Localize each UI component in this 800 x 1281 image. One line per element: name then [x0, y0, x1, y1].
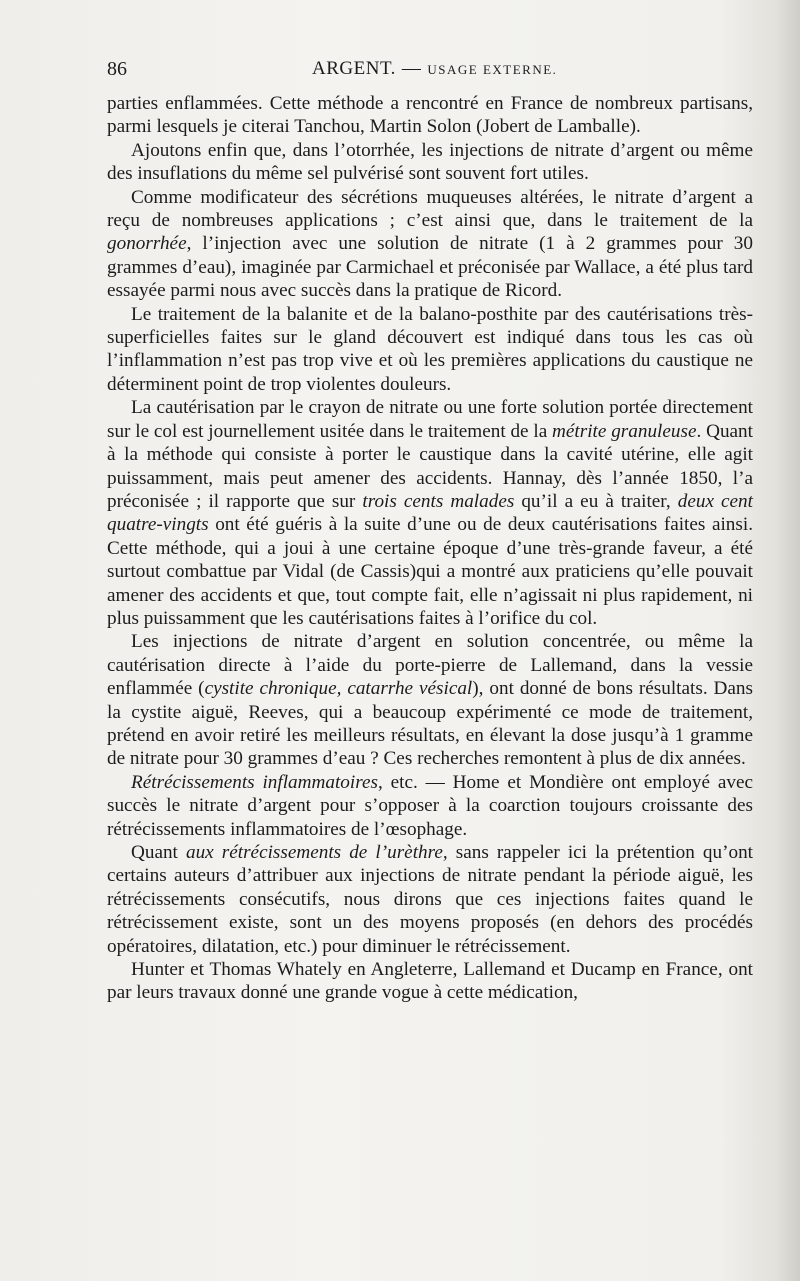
paragraph — [107, 396, 753, 630]
page-number: 86 — [107, 58, 127, 80]
text-run: parties enflammées. Cette méthode a rencontré en France de nombreux partisans, parmi lesquels je citerai Tanchou, Martin Solon (Jobert de Lamballe). — [107, 93, 753, 138]
italic-text: trois cents malades — [362, 490, 515, 512]
paragraph — [107, 771, 753, 841]
paragraph — [107, 92, 753, 139]
running-title — [312, 58, 557, 80]
running-title-sub: USAGE EXTERNE. — [427, 62, 558, 77]
text-run: , etc. — Home et Mondière ont employé avec succès le nitrate d’argent pour s’opposer à la coarction toujours croissante des rétrécissements inflammatoires de l’œsophage. — [107, 771, 753, 840]
italic-text: Rétrécissements inflammatoires — [131, 771, 378, 793]
text-run: Les injections de nitrate d’argent en solution concentrée, ou même la cautérisation directe à l’aide du porte-pierre de Lallemand, dans la vessie enflammée ( — [107, 631, 753, 700]
body-text — [107, 92, 753, 1005]
paragraph — [107, 630, 753, 770]
text-run: Hunter et Thomas Whately en Angleterre, Lallemand et Ducamp en France, ont par leurs travaux donné une grande vogue à cette médication, — [107, 959, 753, 1004]
text-run: Comme modificateur des sécrétions muqueuses altérées, le nitrate d’argent a reçu de nombreuses applications ; c’est ainsi que, dans le traitement de la — [107, 186, 753, 232]
italic-text: gonorrhée — [107, 233, 187, 255]
text-run: ont été guéris à la suite d’une ou de deux cautérisations faites ainsi. Cette méthode, qui a joui à une certaine époque d’une très-grande faveur, a été surtout combattue par Vidal (de Cassis)qui a montré aux praticiens qu’elle pouvait amener des accidents et que, tout compte fait, elle n’agissait ni plus rapidement, ni plus puissamment que les cautérisations faites à l’orifice du col. — [107, 514, 753, 629]
paragraph — [107, 841, 753, 958]
paragraph — [107, 958, 753, 1005]
text-run: Quant — [131, 842, 186, 863]
text-run: , l’injection avec une solution de nitrate (1 à 2 grammes pour 30 grammes d’eau), imaginée par Carmichael et préconisée par Wallace, a été plus tard essayée parmi nous avec succès dans la pratique de Ricord. — [107, 233, 753, 302]
text-run: . Quant à la méthode qui consiste à porter le caustique dans la cavité utérine, elle agit puissamment, mais peut amener des accidents. Hannay, dès l’année 1850, l’a préconisée ; il rapporte que sur — [107, 420, 753, 512]
text-run: qu’il a eu à traiter, — [514, 490, 678, 512]
text-run: , sans rappeler ici la prétention qu’ont certains auteurs d’attribuer aux injections de nitrate pendant la période aiguë, les rétrécissements consécutifs, nous dirons que ces injections faites quand le rétrécissement existe, sont un des moyens proposés (en dehors des procédés opératoires, dilatation, etc.) pour diminuer le rétrécissement. — [107, 842, 753, 957]
paragraph — [107, 186, 753, 303]
italic-text: métrite granuleuse — [552, 420, 697, 442]
text-run: Ajoutons enfin que, dans l’otorrhée, les injections de nitrate d’argent ou même des insuflations du même sel pulvérisé sont souvent fort utiles. — [107, 139, 753, 185]
running-header — [107, 58, 753, 84]
paragraph — [107, 303, 753, 397]
italic-text: cystite chronique, catarrhe vésical — [204, 678, 473, 700]
text-run: Le traitement de la balanite et de la balano-posthite par des cautérisations très-superficielles faites sur le gland découvert est indiqué dans tous les cas où l’inflammation n’est pas trop vive et où les premières applications du caustique ne déterminent point de trop violentes douleurs. — [107, 303, 753, 395]
paragraph — [107, 139, 753, 186]
running-title-main: ARGENT. — [312, 58, 396, 79]
text-run: La cautérisation par le crayon de nitrate ou une forte solution portée directement sur le col est journellement usitée dans le traitement de la — [107, 397, 753, 442]
text-run: ), ont donné de bons résultats. Dans la cystite aiguë, Reeves, qui a beaucoup expérimenté ce mode de traitement, prétend en avoir retiré les meilleurs résultats, en élevant la dose jusqu’à 1 gramme de nitrate pour 30 grammes d’eau ? Ces recherches remontent à plus de dix années. — [107, 678, 753, 770]
italic-text: aux rétrécissements de l’urèthre — [185, 842, 443, 863]
italic-text: deux cent quatre-vingts — [107, 490, 753, 536]
running-title-dash: — — [401, 58, 422, 79]
